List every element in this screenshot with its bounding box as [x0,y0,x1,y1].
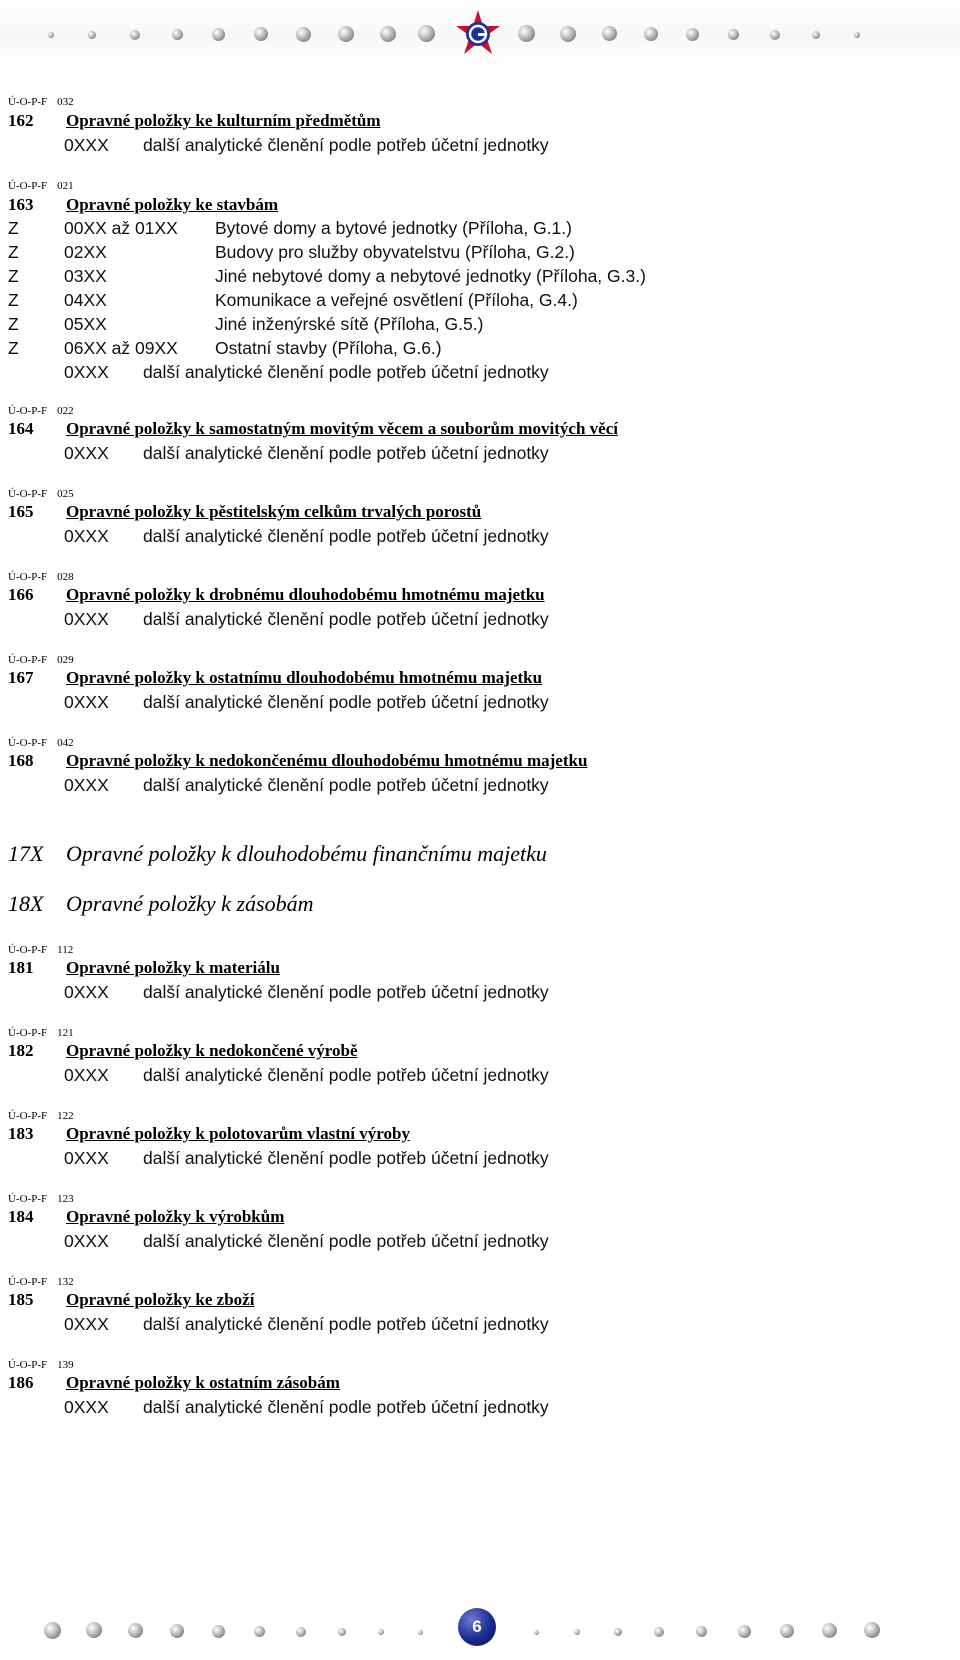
decor-dot [696,1626,707,1637]
decor-dot [654,1627,664,1637]
analytic-code: 00XX až 01XX [64,218,178,238]
analytic-description: další analytické členění podle potřeb účetní jednotky [143,135,549,155]
analytic-code: 03XX [64,266,107,286]
reference-line: Ú-O-P-F 032 [8,96,74,108]
analytic-code: 0XXX [64,1314,109,1334]
analytic-description: Jiné inženýrské sítě (Příloha, G.5.) [215,314,484,334]
z-marker: Z [8,218,19,238]
analytic-description: další analytické členění podle potřeb účetní jednotky [143,1397,549,1417]
decor-dot [574,1629,580,1635]
analytic-code: 0XXX [64,982,109,1002]
decor-dot [212,1625,225,1638]
decor-dot [378,1629,384,1635]
decor-dot [560,26,576,42]
analytic-description: další analytické členění podle potřeb účetní jednotky [143,1231,549,1251]
analytic-description: další analytické členění podle potřeb účetní jednotky [143,1148,549,1168]
analytic-description: další analytické členění podle potřeb účetní jednotky [143,1065,549,1085]
decor-dot [644,27,658,41]
analytic-code: 0XXX [64,609,109,629]
account-heading: 183 Opravné položky k polotovarům vlastní výroby [8,1124,410,1143]
account-heading: 162 Opravné položky ke kulturním předmětům [8,111,381,130]
decor-dot [686,28,699,41]
analytic-code: 0XXX [64,1231,109,1251]
account-heading: 163 Opravné položky ke stavbám [8,195,279,214]
account-heading: 181 Opravné položky k materiálu [8,958,280,977]
decor-dot [780,1624,794,1638]
decor-dot [854,32,860,38]
decor-dot [212,28,225,41]
reference-line: Ú-O-P-F 121 [8,1027,74,1039]
decor-dot [338,1628,346,1636]
analytic-code: 0XXX [64,443,109,463]
analytic-description: další analytické členění podle potřeb účetní jednotky [143,526,549,546]
decor-dot [170,1624,184,1638]
analytic-description: další analytické členění podle potřeb účetní jednotky [143,692,549,712]
analytic-code: 0XXX [64,692,109,712]
account-heading: 164 Opravné položky k samostatným movitým věcem a souborům movitých věcí [8,419,618,438]
decor-dot [172,29,183,40]
analytic-code: 0XXX [64,362,109,382]
decor-dot [518,25,535,42]
analytic-description: Jiné nebytové domy a nebytové jednotky (Příloha, G.3.) [215,266,646,286]
z-marker: Z [8,290,19,310]
decor-dot [128,1623,143,1638]
analytic-code: 02XX [64,242,107,262]
decor-dot [534,1630,539,1635]
analytic-description: Komunikace a veřejné osvětlení (Příloha, G.4.) [215,290,578,310]
decor-dot [44,1622,61,1639]
decor-dot [418,1630,423,1635]
account-heading: 186 Opravné položky k ostatním zásobám [8,1373,340,1392]
analytic-description: Ostatní stavby (Příloha, G.6.) [215,338,442,358]
analytic-description: další analytické členění podle potřeb účetní jednotky [143,1314,549,1334]
decor-dot [770,30,780,40]
account-heading: 167 Opravné položky k ostatnímu dlouhodobému hmotnému majetku [8,668,543,687]
decor-dot [728,29,739,40]
decor-dot [86,1622,102,1638]
analytic-description: Bytové domy a bytové jednotky (Příloha, G.1.) [215,218,572,238]
reference-line: Ú-O-P-F 028 [8,571,74,583]
analytic-code: 0XXX [64,1397,109,1417]
decor-dot [254,1626,265,1637]
reference-line: Ú-O-P-F 122 [8,1110,74,1122]
decor-dot [380,26,396,42]
analytic-description: další analytické členění podle potřeb účetní jednotky [143,982,549,1002]
decor-dot [812,31,820,39]
company-logo-icon [452,8,504,60]
analytic-description: Budovy pro služby obyvatelstvu (Příloha, G.2.) [215,242,575,262]
z-marker: Z [8,266,19,286]
reference-line: Ú-O-P-F 112 [8,944,74,956]
account-heading: 166 Opravné položky k drobnému dlouhodobému hmotnému majetku [8,585,545,604]
analytic-code: 0XXX [64,135,109,155]
reference-line: Ú-O-P-F 123 [8,1193,74,1205]
decor-dot [88,31,96,39]
z-marker: Z [8,338,19,358]
analytic-code: 05XX [64,314,107,334]
z-marker: Z [8,242,19,262]
reference-line: Ú-O-P-F 025 [8,488,74,500]
analytic-code: 06XX až 09XX [64,338,178,358]
account-heading: 185 Opravné položky ke zboží [8,1290,255,1309]
analytic-description: další analytické členění podle potřeb účetní jednotky [143,362,549,382]
decor-dot [296,27,311,42]
account-heading: 165 Opravné položky k pěstitelským celkům trvalých porostů [8,502,482,521]
decor-dot [296,1627,306,1637]
account-heading: 182 Opravné položky k nedokončené výrobě [8,1041,358,1060]
reference-line: Ú-O-P-F 042 [8,737,74,749]
decor-dot [48,32,54,38]
analytic-code: 0XXX [64,1065,109,1085]
group-heading: 18X Opravné položky k zásobám [8,891,314,916]
decor-dot [418,25,435,42]
reference-line: Ú-O-P-F 029 [8,654,74,666]
analytic-code: 04XX [64,290,107,310]
analytic-description: další analytické členění podle potřeb účetní jednotky [143,775,549,795]
analytic-code: 0XXX [64,775,109,795]
reference-line: Ú-O-P-F 021 [8,180,74,192]
analytic-description: další analytické členění podle potřeb účetní jednotky [143,609,549,629]
group-heading: 17X Opravné položky k dlouhodobému finančnímu majetku [8,841,547,866]
account-heading: 184 Opravné položky k výrobkům [8,1207,285,1226]
header-band [0,0,960,60]
page-number: 6 [458,1608,496,1646]
decor-dot [130,30,140,40]
decor-dot [338,26,354,42]
reference-line: Ú-O-P-F 022 [8,405,74,417]
analytic-code: 0XXX [64,526,109,546]
reference-line: Ú-O-P-F 132 [8,1276,74,1288]
analytic-description: další analytické členění podle potřeb účetní jednotky [143,443,549,463]
decor-dot [602,26,617,41]
decor-dot [738,1625,751,1638]
decor-dot [254,27,268,41]
account-heading: 168 Opravné položky k nedokončenému dlouhodobému hmotnému majetku [8,751,588,770]
decor-dot [822,1623,837,1638]
reference-line: Ú-O-P-F 139 [8,1359,74,1371]
z-marker: Z [8,314,19,334]
decor-dot [614,1628,622,1636]
decor-dot [864,1622,880,1638]
analytic-code: 0XXX [64,1148,109,1168]
